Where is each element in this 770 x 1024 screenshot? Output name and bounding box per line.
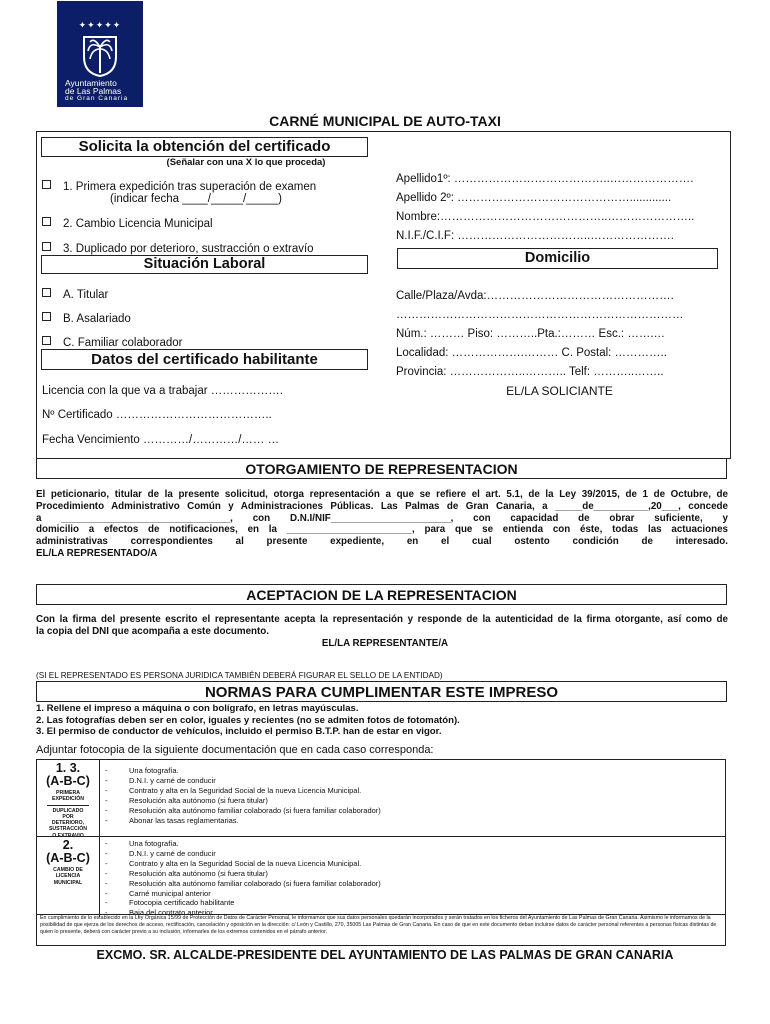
list-item: - Resolución alta autónomo (si fuera titular) bbox=[105, 795, 268, 805]
logo-stars: ✦✦✦✦✦ bbox=[78, 20, 122, 30]
aceptacion-text: Con la firma del presente escrito el representante acepta la representación y responde de la autenticidad de la firma otorgante, así como de la copia del DNI que acompaña a este documento. bbox=[36, 614, 728, 637]
page-title: CARNÉ MUNICIPAL DE AUTO-TAXI bbox=[269, 113, 501, 129]
option-asalariado[interactable]: B. Asalariado bbox=[42, 312, 131, 325]
list-item: - D.N.I. y carné de conducir bbox=[105, 775, 216, 785]
list-item: - Una fotografía. bbox=[105, 766, 179, 775]
persona-juridica-note: (SI EL REPRESENTADO ES PERSONA JURIDICA TAMBIÉN DEBERÁ FIGURAR EL SELLO DE LA ENTIDAD) bbox=[36, 671, 443, 680]
licencia-field[interactable]: Licencia con la que va a trabajar ………………. bbox=[42, 385, 283, 397]
apellido2-field[interactable]: Apellido 2º: ………………………………………............. bbox=[396, 192, 672, 204]
list-item: - Fotocopia certificado habilitante bbox=[105, 898, 235, 908]
list-item: - Resolución alta autónomo familiar colaborado (si fuera familiar colaborador) bbox=[105, 805, 381, 815]
domicilio-heading: Domicilio bbox=[397, 248, 718, 269]
fecha-examen-field[interactable]: (indicar fecha ____/_____/_____) bbox=[110, 193, 282, 205]
provincia-field[interactable]: Provincia: ………………..……….. Telf: ………..…….. bbox=[396, 366, 664, 378]
otorgamiento-heading: OTORGAMIENTO DE REPRESENTACION bbox=[36, 458, 727, 479]
nif-field[interactable]: N.I.F./C.I.F: ……………………………..…………………. bbox=[396, 230, 674, 242]
list-item: - Baja del contrato anterior bbox=[105, 908, 213, 918]
municipal-logo bbox=[57, 1, 143, 107]
option-titular[interactable]: A. Titular bbox=[42, 288, 108, 301]
list-item: - Una fotografía. bbox=[105, 839, 179, 848]
list-item: - Carné municipal anterior bbox=[105, 888, 211, 898]
solicitante-signature-label: EL/LA SOLICIANTE bbox=[506, 384, 613, 398]
certificado-field[interactable]: Nº Certificado ………………………………….. bbox=[42, 409, 272, 421]
apellido1-field[interactable]: Apellido1º: …………………………………..…………………. bbox=[396, 173, 694, 185]
solicita-heading: Solicita la obtención del certificado bbox=[41, 137, 368, 157]
list-item: - D.N.I. y carné de conducir bbox=[105, 848, 216, 858]
representante-signature-label: EL/LA REPRESENTANTE/A bbox=[321, 638, 449, 649]
checkbox[interactable] bbox=[42, 242, 51, 251]
group1-items bbox=[105, 766, 381, 825]
group2-label: 2. (A-B-C) CAMBIO DE LICENCIA MUNICIPAL bbox=[37, 837, 100, 917]
calle-field-2[interactable]: ………………………………………………………………… bbox=[396, 309, 684, 321]
numero-field[interactable]: Núm.: ……… Piso: ………..Pta.:……… Esc.: …….… bbox=[396, 328, 666, 340]
option-cambio-licencia[interactable]: 2. Cambio Licencia Municipal bbox=[42, 217, 213, 230]
palm-emblem-icon bbox=[80, 33, 120, 77]
calle-field[interactable]: Calle/Plaza/Avda:…………………………………………. bbox=[396, 290, 674, 302]
vencimiento-field[interactable]: Fecha Vencimiento …………/…………/…… … bbox=[42, 434, 280, 446]
checkbox[interactable] bbox=[42, 180, 51, 189]
list-item: - Resolución alta autónomo familiar colaborado (si fuera familiar colaborador) bbox=[105, 878, 381, 888]
list-item: - Resolución alta autónomo (si fuera titular) bbox=[105, 868, 268, 878]
documentation-table bbox=[36, 759, 726, 946]
group2-items bbox=[105, 839, 381, 918]
option-familiar[interactable]: C. Familiar colaborador bbox=[42, 336, 183, 349]
situacion-heading: Situación Laboral bbox=[41, 255, 368, 274]
logo-subtext: de Gran Canaria bbox=[65, 95, 129, 102]
checkbox[interactable] bbox=[42, 336, 51, 345]
logo-text: Ayuntamiento de Las Palmas bbox=[65, 78, 122, 96]
list-item: - Abonar las tasas reglamentarias. bbox=[105, 815, 239, 825]
habilitante-heading: Datos del certificado habilitante bbox=[41, 349, 368, 370]
row-divider bbox=[37, 836, 725, 837]
nombre-field[interactable]: Nombre:……………………………………..………………….. bbox=[396, 211, 695, 223]
localidad-field[interactable]: Localidad: ……………….……… C. Postal: ………….. bbox=[396, 347, 667, 359]
solicita-subheading: (Señalar con una X lo que proceda) bbox=[166, 157, 326, 168]
group1-label: 1. 3. (A-B-C) PRIMERA EXPEDICIÓN DUPLICADO POR DETERIORO, SUSTRACCIÓN O EXTRAVIO bbox=[37, 760, 100, 837]
option-primera-expedicion[interactable]: 1. Primera expedición tras superación de examen bbox=[42, 180, 316, 193]
list-item: - Contrato y alta en la Seguridad Social de la nueva Licencia Municipal. bbox=[105, 785, 362, 795]
checkbox[interactable] bbox=[42, 288, 51, 297]
list-item: - Contrato y alta en la Seguridad Social de la nueva Licencia Municipal. bbox=[105, 858, 362, 868]
checkbox[interactable] bbox=[42, 312, 51, 321]
normas-list: 1. Rellene el impreso a máquina o con bolígrafo, en letras mayúsculas. 2. Las fotografías deben ser en color, iguales y recientes (no se admiten fotos de fotomatón). 3. El permiso de conductor de vehículos, incluido el permiso B.T.P. han de estar en vigor. bbox=[36, 703, 460, 737]
checkbox[interactable] bbox=[42, 217, 51, 226]
legal-notice: En cumplimiento de lo establecido en la Ley Orgánica 15/99 de Protección de Datos de Carácter Personal, le informamos que sus datos personales quedarán incorporados y serán tratados en los ficheros del Ayuntamiento de Las Palmas de Gran Canaria. Asimismo le informamos de la posibilidad de que ejerza de los derechos de acceso, rectificación, cancelación y oposición en la dirección: c/ León y Castillo, 270, 35005 Las Palmas de Gran Canaria. En caso de que en este documento deban incluirse datos de carácter personal referentes a personas físicas distintas de quien lo presente, deberá con carácter previo a su inclusión, informarles de los extremos contenidos en el párrafo anterior. bbox=[40, 915, 717, 935]
otorgamiento-text: El peticionario, titular de la presente solicitud, otorga representación a que se refiere el art. 5.1, de la Ley 39/2015, de 1 de Octubre, de Procedimiento Administrativo Común y Administraciones Públicas. Las Palmas de Gran Canaria, a _____de__________,20___, concede a _______________________________, con D.N.I/NIF______________________, con capacidad de obrar suficiente, y domicilio a efectos de notificaciones, en la _______________________, para que se entienda con éste, todas las actuaciones administrativas correspondientes al presente expediente, en el cual ostento condición de interesado. EL/LA REPRESENTADO/A bbox=[36, 489, 728, 559]
addressee-footer: EXCMO. SR. ALCALDE-PRESIDENTE DEL AYUNTAMIENTO DE LAS PALMAS DE GRAN CANARIA bbox=[96, 948, 674, 962]
aceptacion-heading: ACEPTACION DE LA REPRESENTACION bbox=[36, 584, 727, 605]
adjuntar-instruction: Adjuntar fotocopia de la siguiente documentación que en cada caso corresponda: bbox=[36, 744, 434, 756]
normas-heading: NORMAS PARA CUMPLIMENTAR ESTE IMPRESO bbox=[36, 681, 727, 702]
option-duplicado[interactable]: 3. Duplicado por deterioro, sustracción o extravío bbox=[42, 242, 314, 255]
